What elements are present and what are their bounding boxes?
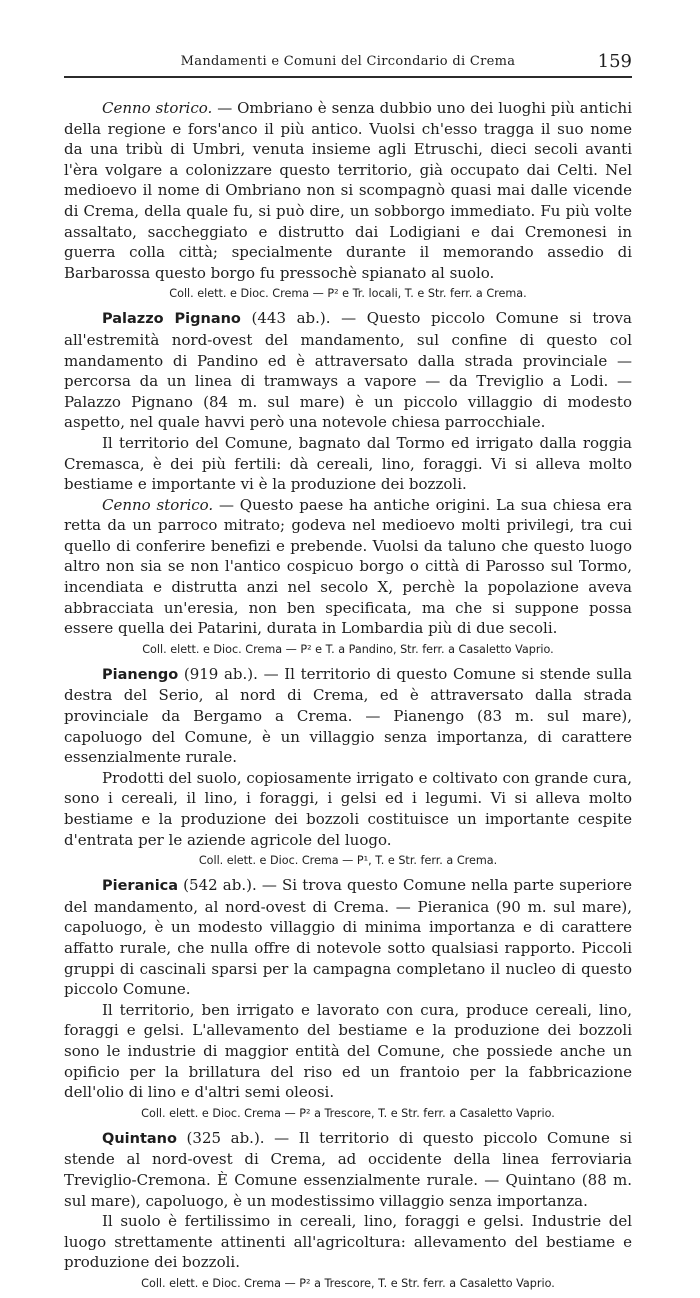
pianengo-coll: Coll. elett. e Dioc. Crema — P¹, T. e Str. ferr. a Crema. <box>198 854 498 868</box>
page-body <box>64 98 632 1298</box>
ombriano-history <box>64 98 632 283</box>
history-label: Cenno storico. <box>102 495 214 514</box>
palazzo-territory: Il territorio del Comune, bagnato dal Tormo ed irrigato dalla roggia Cremasca, è dei più fertili: dà cereali, lino, foraggi. Vi si alleva molto bestiame e importante vi è la produzione dei bozzoli. <box>64 433 632 494</box>
entry-intro: (325 ab.). — Il territorio di questo piccolo Comune si stende al nord-ovest di Crema, ad occidente della linea ferroviaria Treviglio-Cremona. È Comune essenzialmente rurale. — Quintano (88 m. sul mare), capoluogo, è un modestissimo villaggio senza importanza. <box>64 1128 632 1210</box>
palazzo-history <box>64 495 632 639</box>
palazzo-intro <box>64 308 632 433</box>
running-title: Mandamenti e Comuni del Circondario di Crema <box>180 54 516 69</box>
palazzo-coll: Coll. elett. e Dioc. Crema — P² e T. a Pandino, Str. ferr. a Casaletto Vaprio. <box>142 642 554 656</box>
entry-name: Quintano <box>102 1130 177 1147</box>
ombriano-coll: Coll. elett. e Dioc. Crema — P² e Tr. locali, T. e Str. ferr. a Crema. <box>169 287 527 301</box>
page-number: 159 <box>597 51 632 72</box>
pieranica-coll: Coll. elett. e Dioc. Crema — P² a Trescore, T. e Str. ferr. a Casaletto Vaprio. <box>141 1106 555 1120</box>
entry-intro: (542 ab.). — Si trova questo Comune nella parte superiore del mandamento, al nord-ovest di Crema. — Pieranica (90 m. sul mare), capoluogo, è un modesto villaggio di minima importanza e di carattere affatto rurale, che nulla offre di notevole sotto qualsiasi rapporto. Piccoli gruppi di cascinali sparsi per la campagna completano il nucleo di questo piccolo Comune. <box>64 876 632 999</box>
entry-name: Palazzo Pignano <box>102 311 241 328</box>
history-label: Cenno storico. <box>102 99 213 117</box>
entry-intro: (443 ab.). — Questo piccolo Comune si trova all'estremità nord-ovest del mandamento, sul confine di questo col mandamento di Pandino ed è attraversato dalla strada provinciale — percorsa da un linea di tramways a vapore — da Treviglio a Lodi. — Palazzo Pignano (84 m. sul mare) è un piccolo villaggio di modesto aspetto, nel quale havvi però una notevole chiesa parrocchiale. <box>64 309 632 432</box>
entry-name: Pianengo <box>102 666 179 683</box>
page-header <box>64 52 632 78</box>
entry-intro: (919 ab.). — Il territorio di questo Comune si stende sulla destra del Serio, al nord di Crema, ed è attraversato dalla strada provinciale da Bergamo a Crema. — Pianengo (83 m. sul mare), capoluogo del Comune, è un villaggio senza importanza, di carattere essenzialmente rurale. <box>64 664 632 767</box>
pianengo-products: Prodotti del suolo, copiosamente irrigato e coltivato con grande cura, sono i cereali, il lino, i foraggi, i gelsi ed i legumi. Vi si alleva molto bestiame e la produzione dei bozzoli costituisce un importante cespite d'entrata per le aziende agricole del luogo. <box>64 768 632 849</box>
entry-name: Pieranica <box>102 878 179 895</box>
history-text: — Questo paese ha antiche origini. La sua chiesa era retta da un parroco mitrato; godeva nel medioevo molti privilegi, tra cui quello di conferire benefizi e prebende. Vuolsi da taluno che questo luogo altro non sia se non l'antico cospicuo borgo o città di Parosso sul Tormo, incendiata e distrutta anzi nel secolo X, perchè la popolazione aveva abbracciata un'eresia, non ben specificata, ma che si suppone possa essere quella dei Patarini, durata in Lombardia più di due secoli. <box>64 495 633 638</box>
pieranica-territory: Il territorio, ben irrigato e lavorato con cura, produce cereali, lino, foraggi e gelsi. L'allevamento del bestiame e la produzione dei bozzoli sono le industrie di maggior entità del Comune, che possiede anche un opificio per la brillatura del riso ed un frantoio per la fabbricazione dell'olio di lino e d'altri semi oleosi. <box>64 1000 632 1102</box>
pianengo-intro <box>64 664 632 768</box>
quintano-intro <box>64 1128 632 1211</box>
history-text: — Ombriano è senza dubbio uno dei luoghi più antichi della regione e fors'anco il più antico. Vuolsi ch'esso tragga il suo nome da una tribù di Umbri, venuta insieme agli Etruschi, dieci secoli avanti l'èra volgare a colonizzare questo territorio, già occupato dai Celti. Nel medioevo il nome di Ombriano non si scompagnò quasi mai dalle vicende di Crema, della quale fu, si può dire, un sobborgo immediato. Fu più volte assaltato, saccheggiato e distrutto dai Lodigiani e dai Cremonesi in guerra colla città; specialmente durante il memorando assedio di Barbarossa questo borgo fu pressochè spianato al suolo. <box>64 99 633 282</box>
quintano-soil: Il suolo è fertilissimo in cereali, lino, foraggi e gelsi. Industrie del luogo strettamente attinenti all'agricoltura: allevamento del bestiame e produzione dei bozzoli. <box>64 1212 632 1272</box>
pieranica-intro <box>64 875 632 1000</box>
quintano-coll: Coll. elett. e Dioc. Crema — P² a Trescore, T. e Str. ferr. a Casaletto Vaprio. <box>141 1276 555 1290</box>
